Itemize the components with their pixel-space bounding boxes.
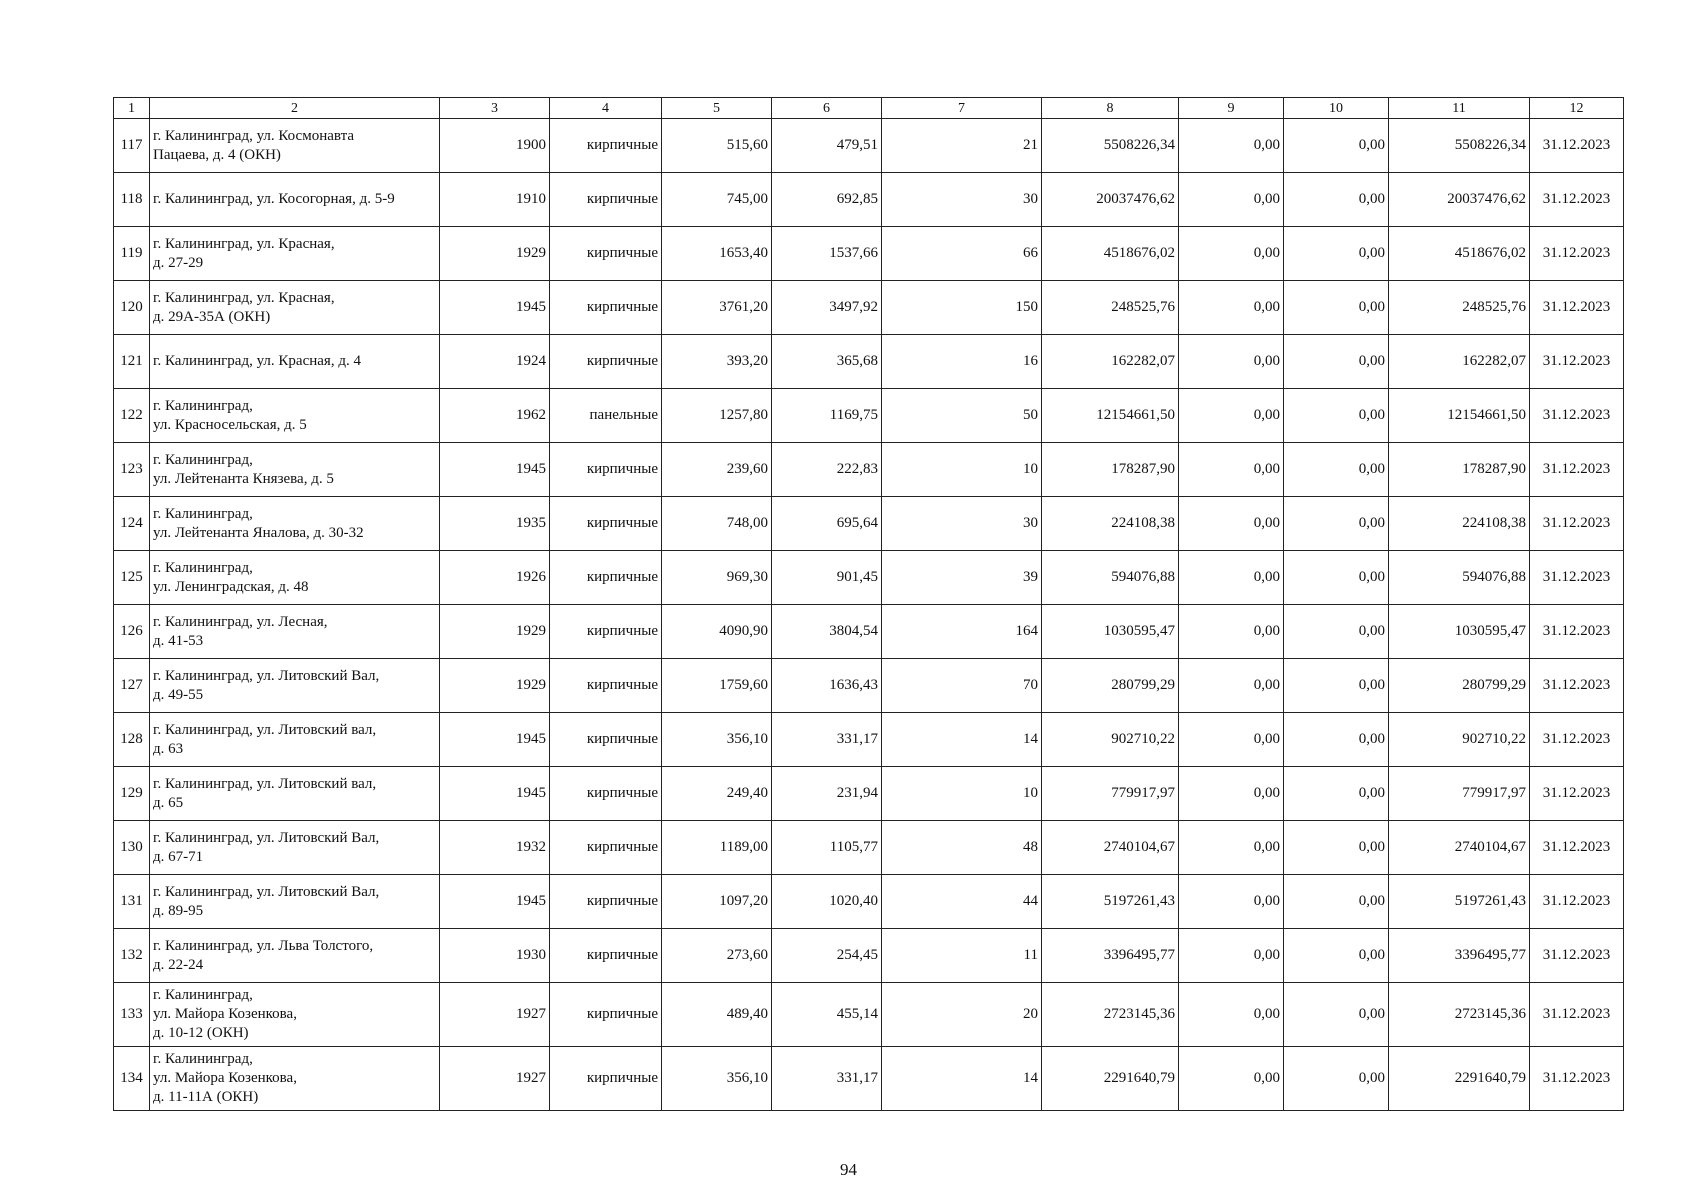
cost-cell: 5197261,43 (1042, 875, 1179, 929)
column-10-cell: 0,00 (1284, 227, 1389, 281)
living-area-cell: 1537,66 (772, 227, 882, 281)
column-10-cell: 0,00 (1284, 875, 1389, 929)
column-9-cell: 0,00 (1179, 929, 1284, 983)
residents-cell: 10 (882, 443, 1042, 497)
wall-material-cell: кирпичные (550, 821, 662, 875)
cost-cell: 779917,97 (1042, 767, 1179, 821)
address-cell: г. Калининград, ул. Литовский Вал, д. 49-55 (150, 659, 440, 713)
year-cell: 1945 (440, 767, 550, 821)
deadline-date-cell: 31.12.2023 (1530, 821, 1624, 875)
cost-cell: 1030595,47 (1042, 605, 1179, 659)
column-9-cell: 0,00 (1179, 497, 1284, 551)
living-area-cell: 695,64 (772, 497, 882, 551)
residents-cell: 30 (882, 173, 1042, 227)
cost-cell: 902710,22 (1042, 713, 1179, 767)
column-11-cell: 902710,22 (1389, 713, 1530, 767)
living-area-cell: 3804,54 (772, 605, 882, 659)
total-area-cell: 515,60 (662, 119, 772, 173)
row-number: 122 (114, 389, 150, 443)
living-area-cell: 231,94 (772, 767, 882, 821)
address-cell: г. Калининград, ул. Литовский Вал, д. 67-71 (150, 821, 440, 875)
address-cell: г. Калининград, ул. Льва Толстого, д. 22-24 (150, 929, 440, 983)
column-10-cell: 0,00 (1284, 713, 1389, 767)
table-row (114, 659, 1624, 713)
row-number: 133 (114, 983, 150, 1047)
column-9-cell: 0,00 (1179, 659, 1284, 713)
address-cell: г. Калининград, ул. Красная, д. 27-29 (150, 227, 440, 281)
row-number: 121 (114, 335, 150, 389)
cost-cell: 2291640,79 (1042, 1047, 1179, 1111)
wall-material-cell: кирпичные (550, 551, 662, 605)
wall-material-cell: кирпичные (550, 659, 662, 713)
table-row (114, 605, 1624, 659)
row-number: 118 (114, 173, 150, 227)
table-row (114, 551, 1624, 605)
column-9-cell: 0,00 (1179, 767, 1284, 821)
deadline-date-cell: 31.12.2023 (1530, 929, 1624, 983)
column-header: 3 (440, 98, 550, 119)
year-cell: 1945 (440, 713, 550, 767)
total-area-cell: 489,40 (662, 983, 772, 1047)
total-area-cell: 748,00 (662, 497, 772, 551)
table-row (114, 173, 1624, 227)
total-area-cell: 1759,60 (662, 659, 772, 713)
cost-cell: 5508226,34 (1042, 119, 1179, 173)
column-9-cell: 0,00 (1179, 281, 1284, 335)
column-header: 7 (882, 98, 1042, 119)
column-10-cell: 0,00 (1284, 281, 1389, 335)
column-11-cell: 224108,38 (1389, 497, 1530, 551)
deadline-date-cell: 31.12.2023 (1530, 227, 1624, 281)
cost-cell: 2740104,67 (1042, 821, 1179, 875)
cost-cell: 178287,90 (1042, 443, 1179, 497)
column-11-cell: 779917,97 (1389, 767, 1530, 821)
deadline-date-cell: 31.12.2023 (1530, 443, 1624, 497)
row-number: 132 (114, 929, 150, 983)
wall-material-cell: кирпичные (550, 173, 662, 227)
living-area-cell: 331,17 (772, 1047, 882, 1111)
deadline-date-cell: 31.12.2023 (1530, 173, 1624, 227)
year-cell: 1929 (440, 605, 550, 659)
row-number: 134 (114, 1047, 150, 1111)
column-header: 9 (1179, 98, 1284, 119)
column-header: 2 (150, 98, 440, 119)
column-9-cell: 0,00 (1179, 335, 1284, 389)
year-cell: 1924 (440, 335, 550, 389)
table-row (114, 821, 1624, 875)
residents-cell: 16 (882, 335, 1042, 389)
total-area-cell: 356,10 (662, 1047, 772, 1111)
row-number: 128 (114, 713, 150, 767)
deadline-date-cell: 31.12.2023 (1530, 389, 1624, 443)
table-row (114, 119, 1624, 173)
residents-cell: 48 (882, 821, 1042, 875)
table-row (114, 443, 1624, 497)
column-11-cell: 162282,07 (1389, 335, 1530, 389)
column-9-cell: 0,00 (1179, 821, 1284, 875)
column-10-cell: 0,00 (1284, 983, 1389, 1047)
table-row (114, 713, 1624, 767)
living-area-cell: 1169,75 (772, 389, 882, 443)
table-row (114, 335, 1624, 389)
wall-material-cell: кирпичные (550, 281, 662, 335)
column-9-cell: 0,00 (1179, 227, 1284, 281)
residents-cell: 50 (882, 389, 1042, 443)
residents-cell: 150 (882, 281, 1042, 335)
column-11-cell: 12154661,50 (1389, 389, 1530, 443)
year-cell: 1945 (440, 875, 550, 929)
column-10-cell: 0,00 (1284, 1047, 1389, 1111)
residents-cell: 39 (882, 551, 1042, 605)
column-10-cell: 0,00 (1284, 335, 1389, 389)
column-9-cell: 0,00 (1179, 551, 1284, 605)
address-cell: г. Калининград, ул. Косогорная, д. 5-9 (150, 173, 440, 227)
total-area-cell: 273,60 (662, 929, 772, 983)
wall-material-cell: кирпичные (550, 929, 662, 983)
column-9-cell: 0,00 (1179, 389, 1284, 443)
wall-material-cell: кирпичные (550, 605, 662, 659)
column-11-cell: 178287,90 (1389, 443, 1530, 497)
residents-cell: 14 (882, 1047, 1042, 1111)
residents-cell: 20 (882, 983, 1042, 1047)
table-row (114, 767, 1624, 821)
deadline-date-cell: 31.12.2023 (1530, 767, 1624, 821)
total-area-cell: 745,00 (662, 173, 772, 227)
address-cell: г. Калининград, ул. Красносельская, д. 5 (150, 389, 440, 443)
table-row (114, 227, 1624, 281)
address-cell: г. Калининград, ул. Космонавта Пацаева, д. 4 (ОКН) (150, 119, 440, 173)
row-number: 129 (114, 767, 150, 821)
address-cell: г. Калининград, ул. Литовский вал, д. 63 (150, 713, 440, 767)
table-row (114, 1047, 1624, 1111)
year-cell: 1927 (440, 983, 550, 1047)
year-cell: 1929 (440, 227, 550, 281)
wall-material-cell: кирпичные (550, 497, 662, 551)
deadline-date-cell: 31.12.2023 (1530, 713, 1624, 767)
column-11-cell: 20037476,62 (1389, 173, 1530, 227)
column-header: 4 (550, 98, 662, 119)
wall-material-cell: кирпичные (550, 1047, 662, 1111)
column-header: 8 (1042, 98, 1179, 119)
residents-cell: 164 (882, 605, 1042, 659)
wall-material-cell: кирпичные (550, 875, 662, 929)
cost-cell: 4518676,02 (1042, 227, 1179, 281)
year-cell: 1910 (440, 173, 550, 227)
living-area-cell: 692,85 (772, 173, 882, 227)
row-number: 120 (114, 281, 150, 335)
living-area-cell: 455,14 (772, 983, 882, 1047)
residents-cell: 21 (882, 119, 1042, 173)
year-cell: 1945 (440, 443, 550, 497)
deadline-date-cell: 31.12.2023 (1530, 983, 1624, 1047)
column-10-cell: 0,00 (1284, 497, 1389, 551)
row-number: 130 (114, 821, 150, 875)
table-row (114, 983, 1624, 1047)
residents-cell: 66 (882, 227, 1042, 281)
living-area-cell: 479,51 (772, 119, 882, 173)
residents-cell: 30 (882, 497, 1042, 551)
cost-cell: 3396495,77 (1042, 929, 1179, 983)
column-10-cell: 0,00 (1284, 659, 1389, 713)
wall-material-cell: кирпичные (550, 227, 662, 281)
year-cell: 1930 (440, 929, 550, 983)
deadline-date-cell: 31.12.2023 (1530, 659, 1624, 713)
cost-cell: 224108,38 (1042, 497, 1179, 551)
column-10-cell: 0,00 (1284, 119, 1389, 173)
year-cell: 1945 (440, 281, 550, 335)
column-10-cell: 0,00 (1284, 767, 1389, 821)
deadline-date-cell: 31.12.2023 (1530, 605, 1624, 659)
year-cell: 1926 (440, 551, 550, 605)
wall-material-cell: кирпичные (550, 443, 662, 497)
column-10-cell: 0,00 (1284, 929, 1389, 983)
total-area-cell: 969,30 (662, 551, 772, 605)
row-number: 125 (114, 551, 150, 605)
table-row (114, 281, 1624, 335)
column-header: 1 (114, 98, 150, 119)
residents-cell: 70 (882, 659, 1042, 713)
residents-cell: 44 (882, 875, 1042, 929)
deadline-date-cell: 31.12.2023 (1530, 281, 1624, 335)
column-9-cell: 0,00 (1179, 119, 1284, 173)
address-cell: г. Калининград, ул. Лейтенанта Князева, д. 5 (150, 443, 440, 497)
column-9-cell: 0,00 (1179, 443, 1284, 497)
column-9-cell: 0,00 (1179, 713, 1284, 767)
table-row (114, 389, 1624, 443)
address-cell: г. Калининград, ул. Ленинградская, д. 48 (150, 551, 440, 605)
column-10-cell: 0,00 (1284, 821, 1389, 875)
address-cell: г. Калининград, ул. Литовский Вал, д. 89-95 (150, 875, 440, 929)
living-area-cell: 3497,92 (772, 281, 882, 335)
column-11-cell: 5197261,43 (1389, 875, 1530, 929)
column-9-cell: 0,00 (1179, 1047, 1284, 1111)
deadline-date-cell: 31.12.2023 (1530, 119, 1624, 173)
year-cell: 1932 (440, 821, 550, 875)
address-cell: г. Калининград, ул. Лейтенанта Яналова, д. 30-32 (150, 497, 440, 551)
row-number: 127 (114, 659, 150, 713)
column-11-cell: 2291640,79 (1389, 1047, 1530, 1111)
column-11-cell: 594076,88 (1389, 551, 1530, 605)
column-9-cell: 0,00 (1179, 605, 1284, 659)
deadline-date-cell: 31.12.2023 (1530, 875, 1624, 929)
cost-cell: 594076,88 (1042, 551, 1179, 605)
column-11-cell: 2723145,36 (1389, 983, 1530, 1047)
column-11-cell: 5508226,34 (1389, 119, 1530, 173)
column-9-cell: 0,00 (1179, 173, 1284, 227)
wall-material-cell: панельные (550, 389, 662, 443)
cost-cell: 12154661,50 (1042, 389, 1179, 443)
column-10-cell: 0,00 (1284, 389, 1389, 443)
wall-material-cell: кирпичные (550, 335, 662, 389)
address-cell: г. Калининград, ул. Красная, д. 29А-35А (ОКН) (150, 281, 440, 335)
column-11-cell: 3396495,77 (1389, 929, 1530, 983)
column-10-cell: 0,00 (1284, 443, 1389, 497)
address-cell: г. Калининград, ул. Майора Козенкова, д. 10-12 (ОКН) (150, 983, 440, 1047)
living-area-cell: 222,83 (772, 443, 882, 497)
year-cell: 1900 (440, 119, 550, 173)
column-header: 12 (1530, 98, 1624, 119)
column-header: 10 (1284, 98, 1389, 119)
cost-cell: 20037476,62 (1042, 173, 1179, 227)
row-number: 123 (114, 443, 150, 497)
total-area-cell: 3761,20 (662, 281, 772, 335)
year-cell: 1929 (440, 659, 550, 713)
column-9-cell: 0,00 (1179, 875, 1284, 929)
wall-material-cell: кирпичные (550, 983, 662, 1047)
total-area-cell: 4090,90 (662, 605, 772, 659)
residents-cell: 11 (882, 929, 1042, 983)
column-11-cell: 2740104,67 (1389, 821, 1530, 875)
column-11-cell: 248525,76 (1389, 281, 1530, 335)
column-11-cell: 280799,29 (1389, 659, 1530, 713)
cost-cell: 280799,29 (1042, 659, 1179, 713)
living-area-cell: 331,17 (772, 713, 882, 767)
cost-cell: 162282,07 (1042, 335, 1179, 389)
housing-register-table (113, 97, 1624, 1111)
row-number: 126 (114, 605, 150, 659)
wall-material-cell: кирпичные (550, 767, 662, 821)
total-area-cell: 239,60 (662, 443, 772, 497)
table-row (114, 497, 1624, 551)
table-row (114, 929, 1624, 983)
total-area-cell: 1257,80 (662, 389, 772, 443)
page-number: 94 (840, 1160, 857, 1179)
column-10-cell: 0,00 (1284, 605, 1389, 659)
column-header: 11 (1389, 98, 1530, 119)
row-number: 119 (114, 227, 150, 281)
deadline-date-cell: 31.12.2023 (1530, 497, 1624, 551)
year-cell: 1962 (440, 389, 550, 443)
wall-material-cell: кирпичные (550, 713, 662, 767)
total-area-cell: 1653,40 (662, 227, 772, 281)
column-11-cell: 1030595,47 (1389, 605, 1530, 659)
living-area-cell: 1105,77 (772, 821, 882, 875)
residents-cell: 14 (882, 713, 1042, 767)
cost-cell: 2723145,36 (1042, 983, 1179, 1047)
deadline-date-cell: 31.12.2023 (1530, 551, 1624, 605)
row-number: 124 (114, 497, 150, 551)
total-area-cell: 1189,00 (662, 821, 772, 875)
address-cell: г. Калининград, ул. Литовский вал, д. 65 (150, 767, 440, 821)
column-10-cell: 0,00 (1284, 551, 1389, 605)
total-area-cell: 1097,20 (662, 875, 772, 929)
living-area-cell: 1020,40 (772, 875, 882, 929)
deadline-date-cell: 31.12.2023 (1530, 335, 1624, 389)
total-area-cell: 393,20 (662, 335, 772, 389)
wall-material-cell: кирпичные (550, 119, 662, 173)
row-number: 131 (114, 875, 150, 929)
address-cell: г. Калининград, ул. Красная, д. 4 (150, 335, 440, 389)
living-area-cell: 365,68 (772, 335, 882, 389)
total-area-cell: 356,10 (662, 713, 772, 767)
column-9-cell: 0,00 (1179, 983, 1284, 1047)
deadline-date-cell: 31.12.2023 (1530, 1047, 1624, 1111)
living-area-cell: 254,45 (772, 929, 882, 983)
row-number: 117 (114, 119, 150, 173)
address-cell: г. Калининград, ул. Лесная, д. 41-53 (150, 605, 440, 659)
total-area-cell: 249,40 (662, 767, 772, 821)
column-header: 6 (772, 98, 882, 119)
column-10-cell: 0,00 (1284, 173, 1389, 227)
year-cell: 1927 (440, 1047, 550, 1111)
table-row (114, 875, 1624, 929)
column-header: 5 (662, 98, 772, 119)
address-cell: г. Калининград, ул. Майора Козенкова, д. 11-11А (ОКН) (150, 1047, 440, 1111)
living-area-cell: 901,45 (772, 551, 882, 605)
year-cell: 1935 (440, 497, 550, 551)
column-number-row (114, 98, 1624, 119)
living-area-cell: 1636,43 (772, 659, 882, 713)
column-11-cell: 4518676,02 (1389, 227, 1530, 281)
cost-cell: 248525,76 (1042, 281, 1179, 335)
residents-cell: 10 (882, 767, 1042, 821)
